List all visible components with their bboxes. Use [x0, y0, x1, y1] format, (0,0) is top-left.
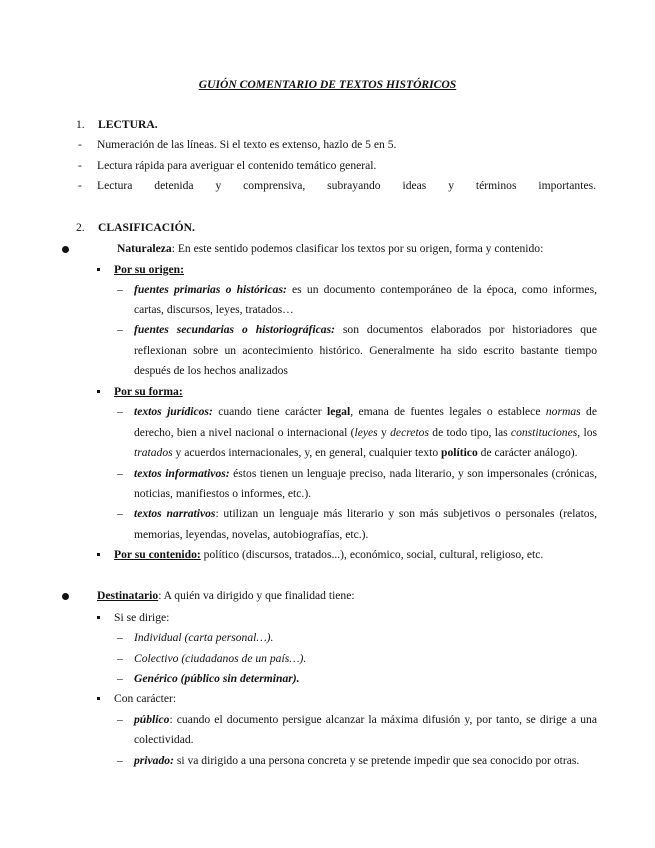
naturaleza-label: Naturaleza [117, 242, 172, 255]
forma-juridicos-line-2 [134, 426, 597, 440]
narrativos-text: : utilizan un lenguaje más literario y son más subjetivos o personales (relatos, [215, 507, 597, 520]
naturaleza-line [117, 242, 543, 256]
dash-marker: – [117, 754, 123, 767]
bullet-icon [62, 593, 69, 600]
narrativos-term: textos narrativos [134, 507, 216, 520]
naturaleza-text: : En este sentido podemos clasificar los textos por su origen, forma y contenido: [171, 242, 544, 255]
normas-term: normas [545, 405, 581, 418]
juridicos-text: , los [577, 426, 598, 439]
forma-informativos-line-2: noticias, manifiestos o informes, etc.). [134, 487, 312, 500]
forma-juridicos-line-1 [134, 405, 597, 419]
dash-marker: – [117, 467, 123, 480]
secundarias-text: son documentos elaborados por historiadores que [342, 323, 597, 336]
origen-primarias-line-2: cartas, discursos, leyes, tratados… [134, 303, 294, 316]
juridicos-text: cuando tiene carácter [218, 405, 322, 418]
juridicos-text: y acuerdos internacionales, y, en general, cualquier texto [172, 446, 442, 459]
politico-term: político [441, 446, 478, 459]
list-item: Lectura rápida para averiguar el contenido temático general. [97, 159, 377, 172]
dash-marker: – [117, 507, 123, 520]
contenido-text: político (discursos, tratados...), económico, social, cultural, religioso, etc. [200, 548, 544, 561]
square-bullet-icon [97, 553, 100, 556]
juridicos-text: , emana de fuentes legales o establece [350, 405, 541, 418]
section-1-heading: LECTURA. [98, 118, 158, 131]
forma-juridicos-line-3 [134, 446, 578, 460]
juridicos-text: de todo tipo, las [428, 426, 511, 439]
origen-secundarias-line-1 [134, 323, 597, 337]
list-item: Numeración de las líneas. Si el texto es extenso, hazlo de 5 en 5. [97, 138, 397, 151]
individual-item: Individual (carta personal…). [134, 631, 274, 644]
forma-informativos-line-1 [134, 467, 597, 481]
juridicos-text: de [586, 405, 597, 418]
destinatario-label: Destinatario [97, 589, 159, 602]
contenido-line [114, 548, 543, 562]
primarias-text: es un documento contemporáneo de la época, como informes, [292, 283, 597, 296]
section-2-number: 2. [76, 221, 85, 234]
page-title: GUIÓN COMENTARIO DE TEXTOS HISTÓRICOS [198, 78, 457, 91]
colectivo-item: Colectivo (ciudadanos de un país…). [134, 652, 307, 665]
contenido-label: Por su contenido: [114, 548, 201, 561]
dash-marker: – [117, 672, 123, 685]
destinatario-line [97, 589, 355, 603]
dash-marker: – [117, 405, 123, 418]
origen-secundarias-line-3: después de los hechos analizados [134, 364, 288, 377]
square-bullet-icon [97, 697, 100, 700]
constituciones-term: constituciones [510, 426, 578, 439]
publico-term: público [134, 713, 170, 726]
secundarias-term: fuentes secundarias o historiográficas: [134, 323, 335, 336]
juridicos-term: textos jurídicos: [134, 405, 213, 418]
dash-marker: – [117, 652, 123, 665]
con-caracter: Con carácter: [114, 692, 177, 705]
section-1-number: 1. [76, 118, 85, 131]
origen-primarias-line-1 [134, 283, 597, 297]
legal-term: legal [327, 405, 351, 418]
dash-marker: – [117, 283, 123, 296]
square-bullet-icon [97, 268, 100, 271]
juridicos-text: derecho, bien a nivel nacional o internacional ( [134, 426, 355, 439]
forma-label: Por su forma: [114, 385, 183, 398]
informativos-text: éstos tienen un lenguaje preciso, nada literario, y son impersonales (crónicas, [233, 467, 597, 480]
publico-text: : cuando el documento persigue alcanzar la máxima difusión y, por tanto, se dirige a una [169, 713, 597, 726]
forma-narrativos-line-1 [134, 507, 597, 521]
decretos-term: decretos [390, 426, 429, 439]
primarias-term: fuentes primarias o históricas: [134, 283, 287, 296]
dash-marker: – [117, 323, 123, 336]
origen-label: Por su origen: [114, 263, 184, 276]
publico-line-1 [134, 713, 597, 727]
juridicos-text: y [377, 426, 391, 439]
dash-marker: - [78, 159, 82, 172]
dash-marker: - [78, 138, 82, 151]
dash-marker: – [117, 631, 123, 644]
privado-text: si va dirigido a una persona concreta y se pretende impedir que sea conocido por otras. [173, 754, 580, 767]
forma-narrativos-line-2: memorias, leyendas, novelas, autobiografías, etc.). [134, 528, 369, 541]
dash-marker: – [117, 713, 123, 726]
square-bullet-icon [97, 390, 100, 393]
section-2-heading: CLASIFICACIÓN. [98, 221, 195, 234]
publico-line-2: colectividad. [134, 733, 194, 746]
list-item: Lectura detenida y comprensiva, subrayando ideas y términos importantes. [97, 179, 596, 192]
bullet-icon [62, 246, 69, 253]
dash-marker: - [78, 179, 82, 192]
origen-secundarias-line-2: reflexionan sobre un acontecimiento histórico. Generalmente ha sido escrito bastante tiempo [134, 344, 597, 357]
square-bullet-icon [97, 616, 100, 619]
si-se-dirige: Si se dirige: [114, 611, 170, 624]
privado-line [134, 754, 579, 768]
privado-term: privado: [134, 754, 174, 767]
juridicos-text: de carácter análogo). [477, 446, 578, 459]
informativos-term: textos informativos: [134, 467, 230, 480]
destinatario-text: : A quién va dirigido y que finalidad tiene: [158, 589, 355, 602]
tratados-term: tratados [134, 446, 173, 459]
leyes-term: leyes [354, 426, 378, 439]
generico-item: Genérico (público sin determinar). [134, 672, 300, 685]
